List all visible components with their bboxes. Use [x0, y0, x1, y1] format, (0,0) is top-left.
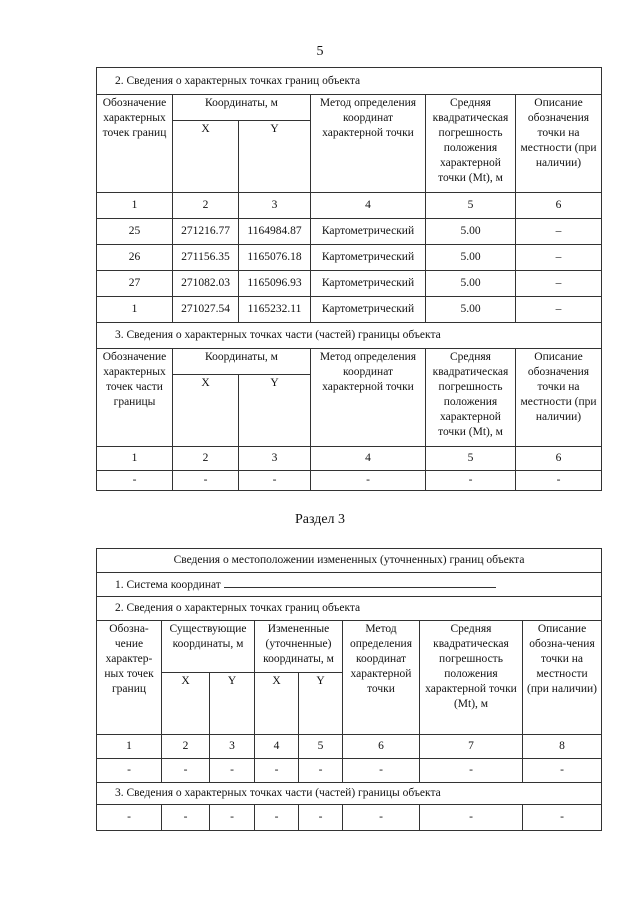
- col-number: 1: [97, 193, 173, 219]
- header-x: X: [173, 375, 239, 447]
- cell-accuracy: 5.00: [426, 297, 516, 323]
- cell-y: 1165232.11: [239, 297, 311, 323]
- cell-description: –: [516, 297, 602, 323]
- cell-description: –: [516, 219, 602, 245]
- header-method: Метод определения координат характерной точки: [343, 621, 420, 735]
- col-number: 4: [311, 193, 426, 219]
- col-number: 6: [343, 735, 420, 759]
- coordinate-system-blank: [224, 577, 496, 588]
- cell-description: –: [516, 271, 602, 297]
- col-number: 6: [516, 193, 602, 219]
- col-number: 3: [239, 193, 311, 219]
- col-number: 2: [173, 447, 239, 471]
- table-row: [97, 271, 602, 297]
- section-heading: Раздел 3: [294, 512, 346, 527]
- table-row: [97, 759, 602, 783]
- table-title: Сведения о местоположении измененных (уточненных) границ объекта: [97, 549, 602, 573]
- table-row: [97, 297, 602, 323]
- cell-method: Картометрический: [311, 297, 426, 323]
- col-number: 5: [426, 193, 516, 219]
- section2-title: 2. Сведения о характерных точках границ объекта: [97, 68, 602, 95]
- col-number: 5: [426, 447, 516, 471]
- header-x: X: [173, 121, 239, 193]
- header-description: Описание обозначения точки на местности (при наличии): [516, 349, 602, 447]
- cell-empty: -: [420, 759, 523, 783]
- section2-title: 2. Сведения о характерных точках границ объекта: [97, 597, 602, 621]
- col-number: 4: [311, 447, 426, 471]
- cell-point: 26: [97, 245, 173, 271]
- cell-empty: -: [523, 805, 602, 831]
- header-y: Y: [239, 121, 311, 193]
- cell-empty: -: [311, 471, 426, 491]
- col-number: 1: [97, 735, 162, 759]
- header-coordinates: Координаты, м: [173, 95, 311, 121]
- col-number: 6: [516, 447, 602, 471]
- cell-point: 1: [97, 297, 173, 323]
- col-number: 7: [420, 735, 523, 759]
- cell-empty: -: [162, 759, 210, 783]
- header-y: Y: [299, 673, 343, 735]
- cell-empty: -: [97, 471, 173, 491]
- col-number: 2: [173, 193, 239, 219]
- cell-empty: -: [210, 805, 255, 831]
- col-number: 5: [299, 735, 343, 759]
- cell-empty: -: [162, 805, 210, 831]
- cell-empty: -: [343, 759, 420, 783]
- col-number: 3: [210, 735, 255, 759]
- col-number: 8: [523, 735, 602, 759]
- header-description: Описание обозна-чения точки на местности (при наличии): [523, 621, 602, 735]
- cell-method: Картометрический: [311, 219, 426, 245]
- cell-y: 1165096.93: [239, 271, 311, 297]
- cell-x: 271027.54: [173, 297, 239, 323]
- header-description: Описание обозначения точки на местности (при наличии): [516, 95, 602, 193]
- cell-empty: -: [516, 471, 602, 491]
- table-row: [97, 245, 602, 271]
- cell-empty: -: [523, 759, 602, 783]
- col-number: 2: [162, 735, 210, 759]
- cell-empty: -: [343, 805, 420, 831]
- cell-point: 25: [97, 219, 173, 245]
- cell-empty: -: [97, 759, 162, 783]
- cell-point: 27: [97, 271, 173, 297]
- table-row: [97, 471, 602, 491]
- header-accuracy: Средняя квадратическая погрешность положения характерной точки (Mt), м: [426, 349, 516, 447]
- section3-title: 3. Сведения о характерных точках части (частей) границы объекта: [97, 783, 602, 805]
- header-changed-coordinates: Измененные (уточненные) координаты, м: [255, 621, 343, 673]
- cell-empty: -: [255, 759, 299, 783]
- cell-y: 1165076.18: [239, 245, 311, 271]
- header-existing-coordinates: Существующие координаты, м: [162, 621, 255, 673]
- header-y: Y: [210, 673, 255, 735]
- changed-boundaries-table: [96, 548, 602, 831]
- header-x: X: [162, 673, 210, 735]
- cell-empty: -: [97, 805, 162, 831]
- cell-accuracy: 5.00: [426, 219, 516, 245]
- header-accuracy: Средняя квадратическая погрешность положения характерной точки (Mt), м: [420, 621, 523, 735]
- header-x: X: [255, 673, 299, 735]
- table-row: [97, 219, 602, 245]
- page-number: 5: [316, 44, 324, 59]
- cell-accuracy: 5.00: [426, 245, 516, 271]
- cell-x: 271216.77: [173, 219, 239, 245]
- characteristic-points-table: [96, 67, 602, 491]
- header-designation: Обозна-чение характер-ных точек границ: [97, 621, 162, 735]
- cell-accuracy: 5.00: [426, 271, 516, 297]
- coordinate-system: [97, 573, 602, 597]
- section3-title: 3. Сведения о характерных точках части (частей) границы объекта: [97, 323, 602, 349]
- header-accuracy: Средняя квадратическая погрешность положения характерной точки (Mt), м: [426, 95, 516, 193]
- table-row: [97, 805, 602, 831]
- header-coordinates: Координаты, м: [173, 349, 311, 375]
- cell-empty: -: [299, 805, 343, 831]
- cell-empty: -: [173, 471, 239, 491]
- header-designation: Обозначение характерных точек границ: [97, 95, 173, 193]
- col-number: 4: [255, 735, 299, 759]
- cell-description: –: [516, 245, 602, 271]
- cell-empty: -: [210, 759, 255, 783]
- header-y: Y: [239, 375, 311, 447]
- cell-empty: -: [420, 805, 523, 831]
- col-number: 3: [239, 447, 311, 471]
- cell-method: Картометрический: [311, 271, 426, 297]
- cell-empty: -: [239, 471, 311, 491]
- col-number: 1: [97, 447, 173, 471]
- coordinate-system-label: 1. Система координат: [115, 578, 221, 591]
- cell-x: 271156.35: [173, 245, 239, 271]
- cell-method: Картометрический: [311, 245, 426, 271]
- cell-y: 1164984.87: [239, 219, 311, 245]
- cell-empty: -: [426, 471, 516, 491]
- header-designation: Обозначение характерных точек части границы: [97, 349, 173, 447]
- cell-empty: -: [255, 805, 299, 831]
- header-method: Метод определения координат характерной точки: [311, 95, 426, 193]
- cell-empty: -: [299, 759, 343, 783]
- header-method: Метод определения координат характерной точки: [311, 349, 426, 447]
- cell-x: 271082.03: [173, 271, 239, 297]
